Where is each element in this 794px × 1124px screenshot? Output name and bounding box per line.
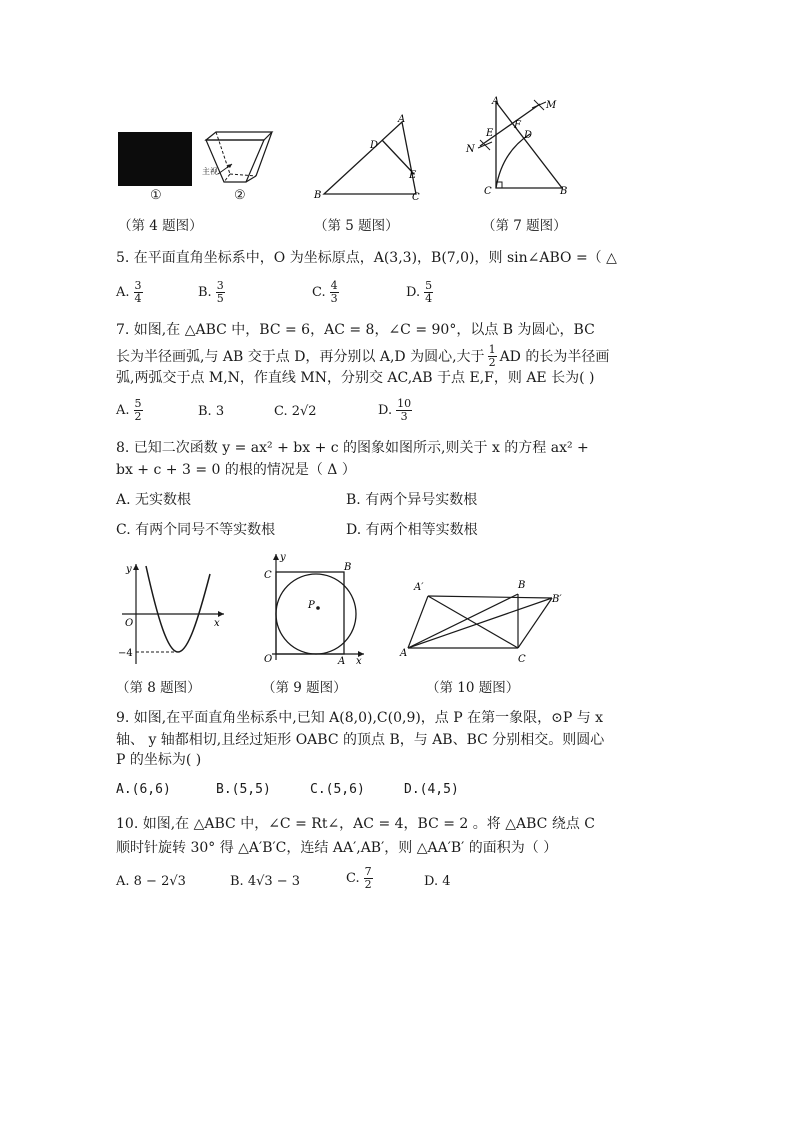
fig8-label-x: x (214, 618, 220, 629)
fig5-label-C: C (412, 192, 420, 203)
q7-line-1: 7. 如图,在 △ABC 中，BC = 6，AC = 8，∠C = 90°，以点 B 为圆心，BC (116, 322, 595, 338)
q7-line-2-fraction (488, 344, 497, 369)
fig5-label-E: E (409, 170, 417, 181)
fig9-label-C: C (264, 570, 272, 581)
fig9-label-P: P (308, 600, 315, 611)
fig7-label-E: E (486, 128, 494, 139)
fig7-label-B: B (560, 186, 568, 197)
fig10-label-B: B (518, 580, 526, 591)
figure-4 (110, 128, 280, 208)
fig8-label-minus4: −4 (118, 648, 133, 659)
q5-option-c-den: 3 (330, 292, 338, 305)
fig9-label-x: x (356, 656, 362, 667)
q5-option-c-letter: C. (312, 285, 326, 300)
q7-option-a-num: 5 (134, 397, 142, 410)
q7-frac-num: 1 (488, 343, 496, 356)
caption-fig8: （第 8 题图） (116, 680, 201, 696)
caption-fig5: （第 5 题图） (314, 218, 399, 234)
q7-line-3: 弧,两弧交于点 M,N，作直线 MN，分别交 AC,AB 于点 E,F，则 AE 长为( ) (116, 370, 595, 386)
q8-option-c: C. 有两个同号不等实数根 (116, 522, 276, 538)
q9-option-b: B.(5,5) (216, 782, 271, 797)
q10-option-c-fraction (364, 866, 373, 891)
q5-option-b-letter: B. (198, 285, 212, 300)
fig8-label-O: O (125, 618, 134, 629)
fig10-label-A: A (400, 648, 408, 659)
q10-line-1: 10. 如图,在 △ABC 中，∠C = Rt∠，AC = 4，BC = 2 。将 △ABC 绕点 C (116, 816, 595, 832)
q9-option-a: A.(6,6) (116, 782, 171, 797)
fig9-label-A: A (338, 656, 346, 667)
q9-line-1: 9. 如图,在平面直角坐标系中,已知 A(8,0),C(0,9)，点 P 在第一象限，⊙P 与 x (116, 710, 604, 726)
fig10-label-C: C (518, 654, 526, 665)
figure-5 (312, 112, 422, 204)
q5-option-b-num: 3 (216, 279, 224, 292)
q7-line-2a: 长为半径画弧,与 AB 交于点 D，再分别以 A,D 为圆心,大于 (116, 348, 485, 365)
fig4-sub1-label: ① (150, 188, 162, 203)
fig4-frustum-drawing (110, 128, 280, 208)
q10-option-a: A. 8 − 2√3 (116, 874, 186, 889)
q7-option-d-fraction (396, 398, 412, 423)
caption-fig4: （第 4 题图） (118, 218, 203, 234)
q8-option-d: D. 有两个相等实数根 (346, 522, 478, 538)
q7-option-a-fraction (134, 398, 143, 423)
q10-option-c-num: 7 (364, 865, 372, 878)
q7-option-b: B. 3 (198, 404, 225, 419)
fig10-label-A1: A′ (414, 582, 424, 593)
q10-line-2: 顺时针旋转 30° 得 △A′B′C，连结 AA′,AB′，则 △AA′B′ 的面积为（ ） (116, 840, 558, 856)
q7-option-d-letter: D. (378, 403, 393, 418)
fig5-label-D: D (370, 140, 379, 151)
q7-option-d-den: 3 (400, 410, 408, 423)
q5-option-a-letter: A. (116, 285, 130, 300)
q5-option-a (116, 280, 143, 305)
q9-line-2: 轴、 y 轴都相切,且经过矩形 OABC 的顶点 B，与 AB、BC 分别相交。则圆心 (116, 732, 605, 748)
caption-fig10: （第 10 题图） (426, 680, 520, 696)
q5-option-d-den: 4 (425, 292, 433, 305)
caption-fig7: （第 7 题图） (482, 218, 567, 234)
q7-line-2b: AD 的长为半径画 (499, 348, 610, 365)
q10-option-b: B. 4√3 − 3 (230, 874, 301, 889)
q5-option-a-num: 3 (134, 279, 142, 292)
q9-option-d: D.(4,5) (404, 782, 459, 797)
q7-option-a-letter: A. (116, 403, 130, 418)
fig4-sub2-label: ② (234, 188, 246, 203)
q7-line-2 (116, 344, 609, 369)
q10-option-c-den: 2 (364, 878, 372, 891)
figure-10 (398, 576, 568, 666)
q5-option-c (312, 280, 339, 305)
fig9-label-B: B (344, 562, 352, 573)
q7-frac-den: 2 (488, 356, 496, 369)
q5-option-a-fraction (134, 280, 143, 305)
fig5-label-B: B (314, 190, 322, 201)
q9-option-c: C.(5,6) (310, 782, 365, 797)
caption-fig9: （第 9 题图） (262, 680, 347, 696)
q5-option-d (406, 280, 433, 305)
q5-stem: 5. 在平面直角坐标系中，O 为坐标原点，A(3,3)，B(7,0)，则 sin∠ABO =（ △ (116, 250, 617, 266)
q5-option-a-den: 4 (134, 292, 142, 305)
q5-option-b-fraction (216, 280, 225, 305)
fig5-label-A: A (398, 114, 406, 125)
q5-option-c-num: 4 (330, 279, 338, 292)
q5-option-c-fraction (330, 280, 339, 305)
fig7-label-C: C (484, 186, 492, 197)
fig8-label-y: y (126, 564, 132, 575)
fig10-label-B1: B′ (552, 594, 562, 605)
q7-option-d-num: 10 (397, 397, 412, 410)
q8-line-1: 8. 已知二次函数 y = ax² + bx + c 的图象如图所示,则关于 x 的方程 ax² + (116, 440, 589, 456)
q5-option-b (198, 280, 225, 305)
fig7-label-A: A (492, 96, 500, 107)
q5-option-b-den: 5 (216, 292, 224, 305)
q10-option-c (346, 866, 373, 891)
q10-option-d: D. 4 (424, 874, 451, 889)
q8-option-a: A. 无实数根 (116, 492, 192, 508)
fig9-label-y: y (280, 552, 286, 563)
q7-option-a-den: 2 (134, 410, 142, 423)
q7-option-a (116, 398, 143, 423)
figure-8 (112, 560, 232, 670)
fig7-label-M: M (546, 100, 557, 111)
q9-line-3: P 的坐标为( ) (116, 752, 202, 768)
q5-option-d-letter: D. (406, 285, 421, 300)
fig4-view-label: 主视 (202, 167, 218, 176)
q8-line-2: bx + c + 3 = 0 的根的情况是（ Δ ） (116, 462, 356, 478)
q5-option-d-fraction (424, 280, 433, 305)
q5-option-d-num: 5 (425, 279, 433, 292)
fig7-label-D: D (524, 130, 533, 141)
figure-9 (258, 550, 368, 668)
q7-option-c: C. 2√2 (274, 404, 317, 419)
fig7-label-N: N (466, 144, 475, 155)
fig9-label-O: O (264, 654, 273, 665)
q8-option-b: B. 有两个异号实数根 (346, 492, 478, 508)
figure-7 (466, 94, 566, 204)
q7-option-d (378, 398, 412, 423)
fig7-label-F: F (514, 120, 521, 131)
q10-option-c-letter: C. (346, 871, 360, 886)
